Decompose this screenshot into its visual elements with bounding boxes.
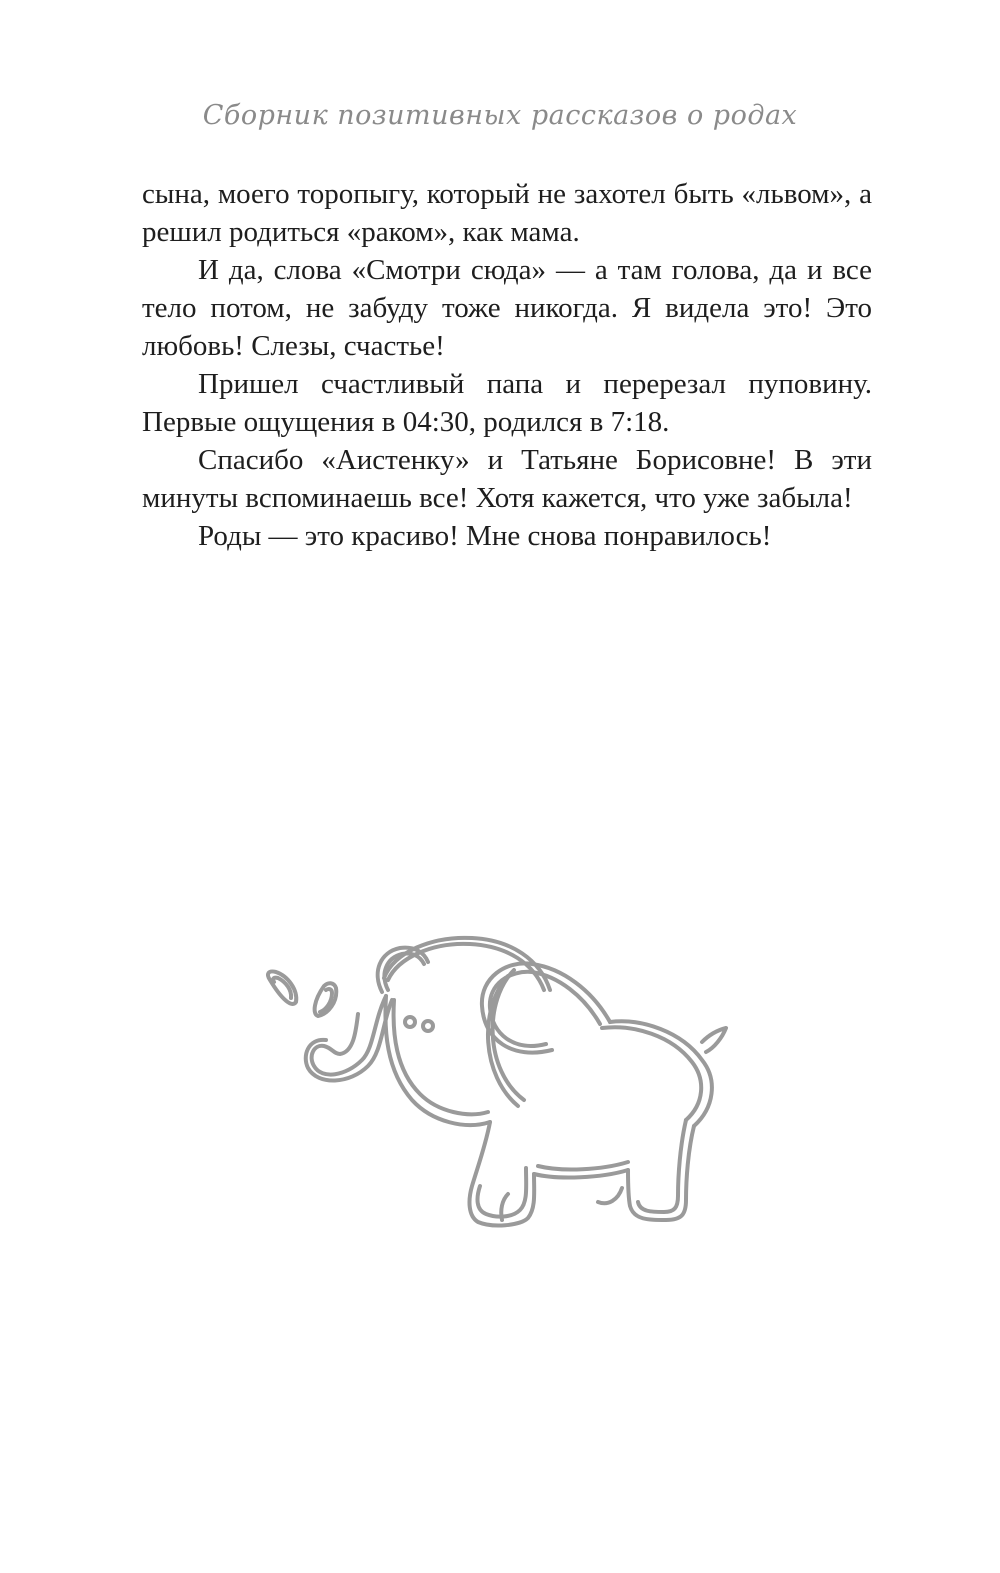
paragraph xyxy=(142,517,872,555)
text-line: Первые ощущения в 04:30, родился в 7:18. xyxy=(142,406,670,438)
text-line: И да, слова «Смотри сюда» — а там голова, да и все xyxy=(198,254,872,286)
elephant-icon xyxy=(262,930,742,1250)
paragraph xyxy=(142,441,872,517)
text-line: тело потом, не забуду тоже никогда. Я видела это! Это xyxy=(142,292,872,324)
paragraph xyxy=(142,251,872,365)
body-text xyxy=(142,175,872,555)
eye-icon xyxy=(405,1017,415,1027)
text-line: минуты вспоминаешь все! Хотя кажется, что уже забыла! xyxy=(142,482,853,514)
text-line: Роды — это красиво! Мне снова понравилось! xyxy=(198,520,772,552)
paragraph xyxy=(142,365,872,441)
text-line: любовь! Слезы, счастье! xyxy=(142,330,445,362)
running-head: Сборник позитивных рассказов о родах xyxy=(202,100,798,131)
text-line: а решил родиться «раком», как мама. xyxy=(142,178,872,248)
paragraph xyxy=(142,175,872,251)
text-line: сына, моего торопыгу, который не захотел быть «львом», xyxy=(142,178,852,210)
eye-icon xyxy=(423,1021,433,1031)
text-line: Спасибо «Аистенку» и Татьяне Борисовне! В эти xyxy=(198,444,872,476)
text-line: Пришел счастливый папа и перерезал пуповину. xyxy=(198,368,872,400)
